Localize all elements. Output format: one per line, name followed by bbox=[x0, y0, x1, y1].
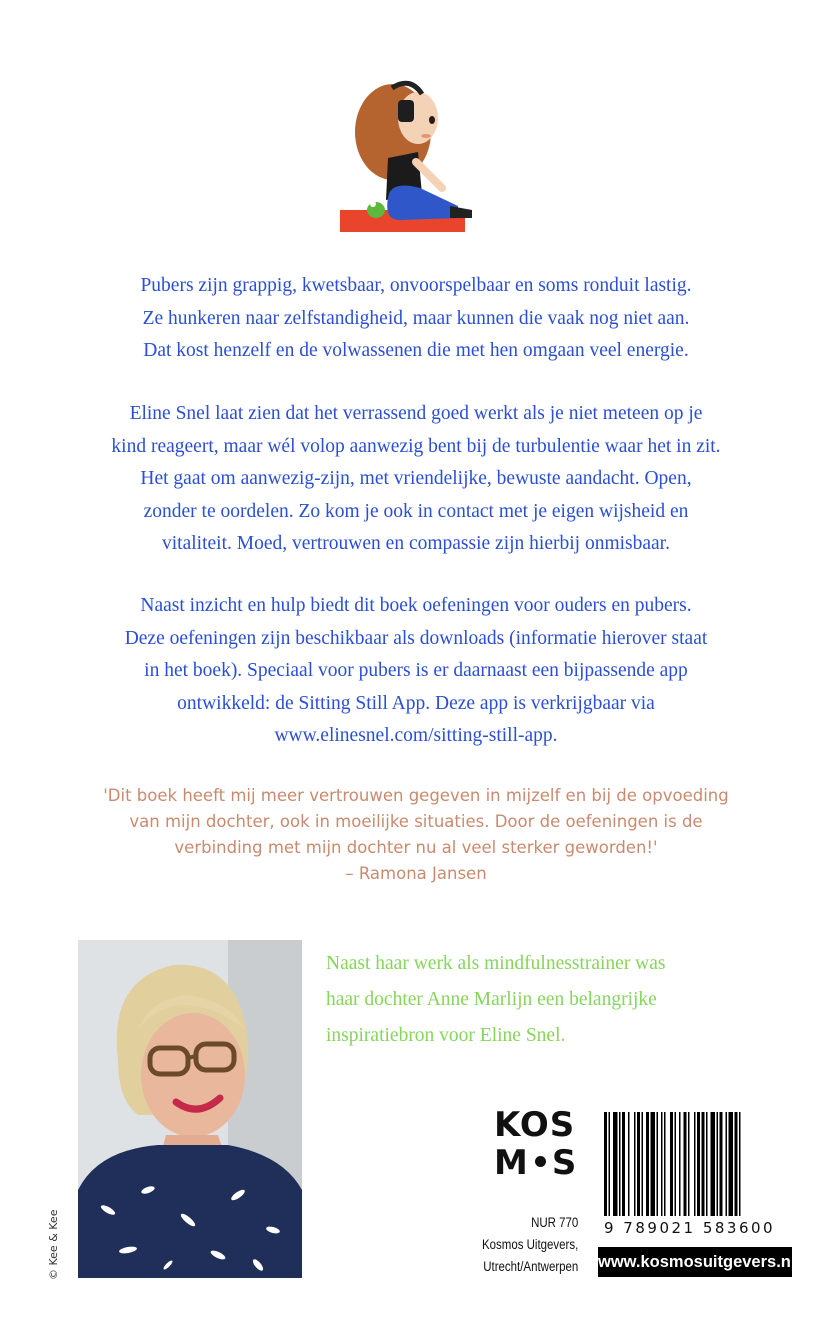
barcode-bar bbox=[711, 1112, 716, 1216]
logo-dot-icon bbox=[535, 1156, 546, 1167]
author-line: haar dochter Anne Marlijn een belangrijke bbox=[326, 989, 657, 1010]
blurb-paragraph-2 bbox=[40, 398, 792, 561]
nur-code: NUR 770 bbox=[530, 1215, 578, 1230]
barcode-bar bbox=[637, 1112, 640, 1216]
blurb-line: ontwikkeld: de Sitting Still App. Deze app is verkrijgbaar via bbox=[177, 692, 655, 714]
blurb-line: Ze hunkeren naar zelfstandigheid, maar kunnen die vaak nog niet aan. bbox=[142, 307, 690, 329]
logo-letter: M bbox=[494, 1143, 529, 1183]
barcode-bar bbox=[642, 1112, 644, 1216]
blurb-line: zonder te oordelen. Zo kom je ook in contact met je eigen wijsheid en bbox=[143, 500, 689, 522]
publisher-website: www.kosmosuitgevers.nl bbox=[598, 1247, 792, 1277]
barcode-bar bbox=[720, 1112, 723, 1216]
barcode-bar bbox=[697, 1112, 700, 1216]
quote-line: verbinding met mijn dochter nu al veel sterker geworden!' bbox=[174, 838, 658, 857]
kosmos-logo bbox=[494, 1106, 584, 1186]
blurb-line: Eline Snel laat zien dat het verrassend goed werkt als je niet meteen op je bbox=[129, 403, 703, 424]
blurb-paragraph-3 bbox=[40, 590, 792, 753]
barcode-bar bbox=[675, 1112, 677, 1216]
meditating-girl-illustration bbox=[330, 70, 500, 240]
isbn-number: 9 789021 583600 bbox=[604, 1219, 776, 1237]
blurb-line: Deze oefeningen zijn beschikbaar als downloads (informatie hierover staat bbox=[124, 627, 708, 649]
logo-row-2 bbox=[494, 1144, 584, 1182]
barcode-bar bbox=[739, 1112, 741, 1216]
author-line: Naast haar werk als mindfulnesstrainer was bbox=[326, 953, 666, 974]
barcode-bar bbox=[613, 1112, 618, 1216]
barcode-bar bbox=[609, 1112, 611, 1216]
blurb-line: Het gaat om aanwezig-zijn, met vriendelijke, bewuste aandacht. Open, bbox=[140, 468, 692, 489]
barcode-bar bbox=[694, 1112, 696, 1216]
barcode-bar bbox=[619, 1112, 621, 1216]
blurb-line: in het boek). Speciaal voor pubers is er daarnaast een bijpassende app bbox=[144, 660, 688, 681]
barcode-bar bbox=[684, 1112, 687, 1216]
barcode-bar bbox=[634, 1112, 636, 1216]
barcode-bar bbox=[622, 1112, 625, 1216]
author-info bbox=[326, 946, 796, 1054]
barcode-bar bbox=[661, 1112, 663, 1216]
blurb-line: Pubers zijn grappig, kwetsbaar, onvoorspelbaar en soms ronduit lastig. bbox=[140, 275, 692, 296]
blurb-line: Dat kost henzelf en de volwassenen die met hen omgaan veel energie. bbox=[143, 340, 689, 361]
barcode-bar bbox=[664, 1112, 666, 1216]
barcode-bar bbox=[628, 1112, 630, 1216]
barcode-bar bbox=[657, 1112, 659, 1216]
author-portrait-image bbox=[78, 940, 302, 1278]
barcode-bar bbox=[646, 1112, 649, 1216]
blurb-paragraph-1 bbox=[40, 270, 792, 368]
barcode-bar bbox=[604, 1112, 607, 1216]
author-photo bbox=[78, 940, 302, 1278]
barcode-bar bbox=[726, 1112, 728, 1216]
barcode-bar bbox=[717, 1112, 719, 1216]
quote-line: van mijn dochter, ook in moeilijke situaties. Door de oefeningen is de bbox=[129, 812, 703, 831]
blurb-line: Naast inzicht en hulp biedt dit boek oefeningen voor ouders en pubers. bbox=[140, 595, 692, 616]
publisher-name: Kosmos Uitgevers, bbox=[481, 1237, 578, 1252]
barcode-bar bbox=[702, 1112, 705, 1216]
photo-credit: © Kee & Kee bbox=[47, 1209, 60, 1280]
quote-line: 'Dit boek heeft mij meer vertrouwen gegeven in mijzelf en bij de opvoeding bbox=[103, 786, 729, 805]
barcode-bar bbox=[688, 1112, 690, 1216]
publisher-location: Utrecht/Antwerpen bbox=[482, 1259, 578, 1274]
logo-letter: S bbox=[551, 1143, 578, 1183]
barcode-bar bbox=[706, 1112, 708, 1216]
logo-row-1: KOS bbox=[494, 1105, 576, 1145]
publisher-info bbox=[482, 1212, 578, 1278]
quote-attribution: – Ramona Jansen bbox=[345, 864, 487, 883]
author-line: inspiratiebron voor Eline Snel. bbox=[326, 1025, 566, 1046]
blurb-line: www.elinesnel.com/sitting-still-app. bbox=[274, 725, 558, 746]
barcode-bar bbox=[670, 1112, 673, 1216]
testimonial-quote bbox=[40, 783, 792, 887]
barcode-bar bbox=[679, 1112, 681, 1216]
barcode-bar bbox=[651, 1112, 656, 1216]
barcode-bar bbox=[735, 1112, 738, 1216]
blurb-line: vitaliteit. Moed, vertrouwen en compassie zijn hierbij onmisbaar. bbox=[162, 533, 670, 554]
barcode-bar bbox=[729, 1112, 734, 1216]
blurb-line: kind reageert, maar wél volop aanwezig bent bij de turbulentie waar het in zit. bbox=[111, 435, 721, 457]
